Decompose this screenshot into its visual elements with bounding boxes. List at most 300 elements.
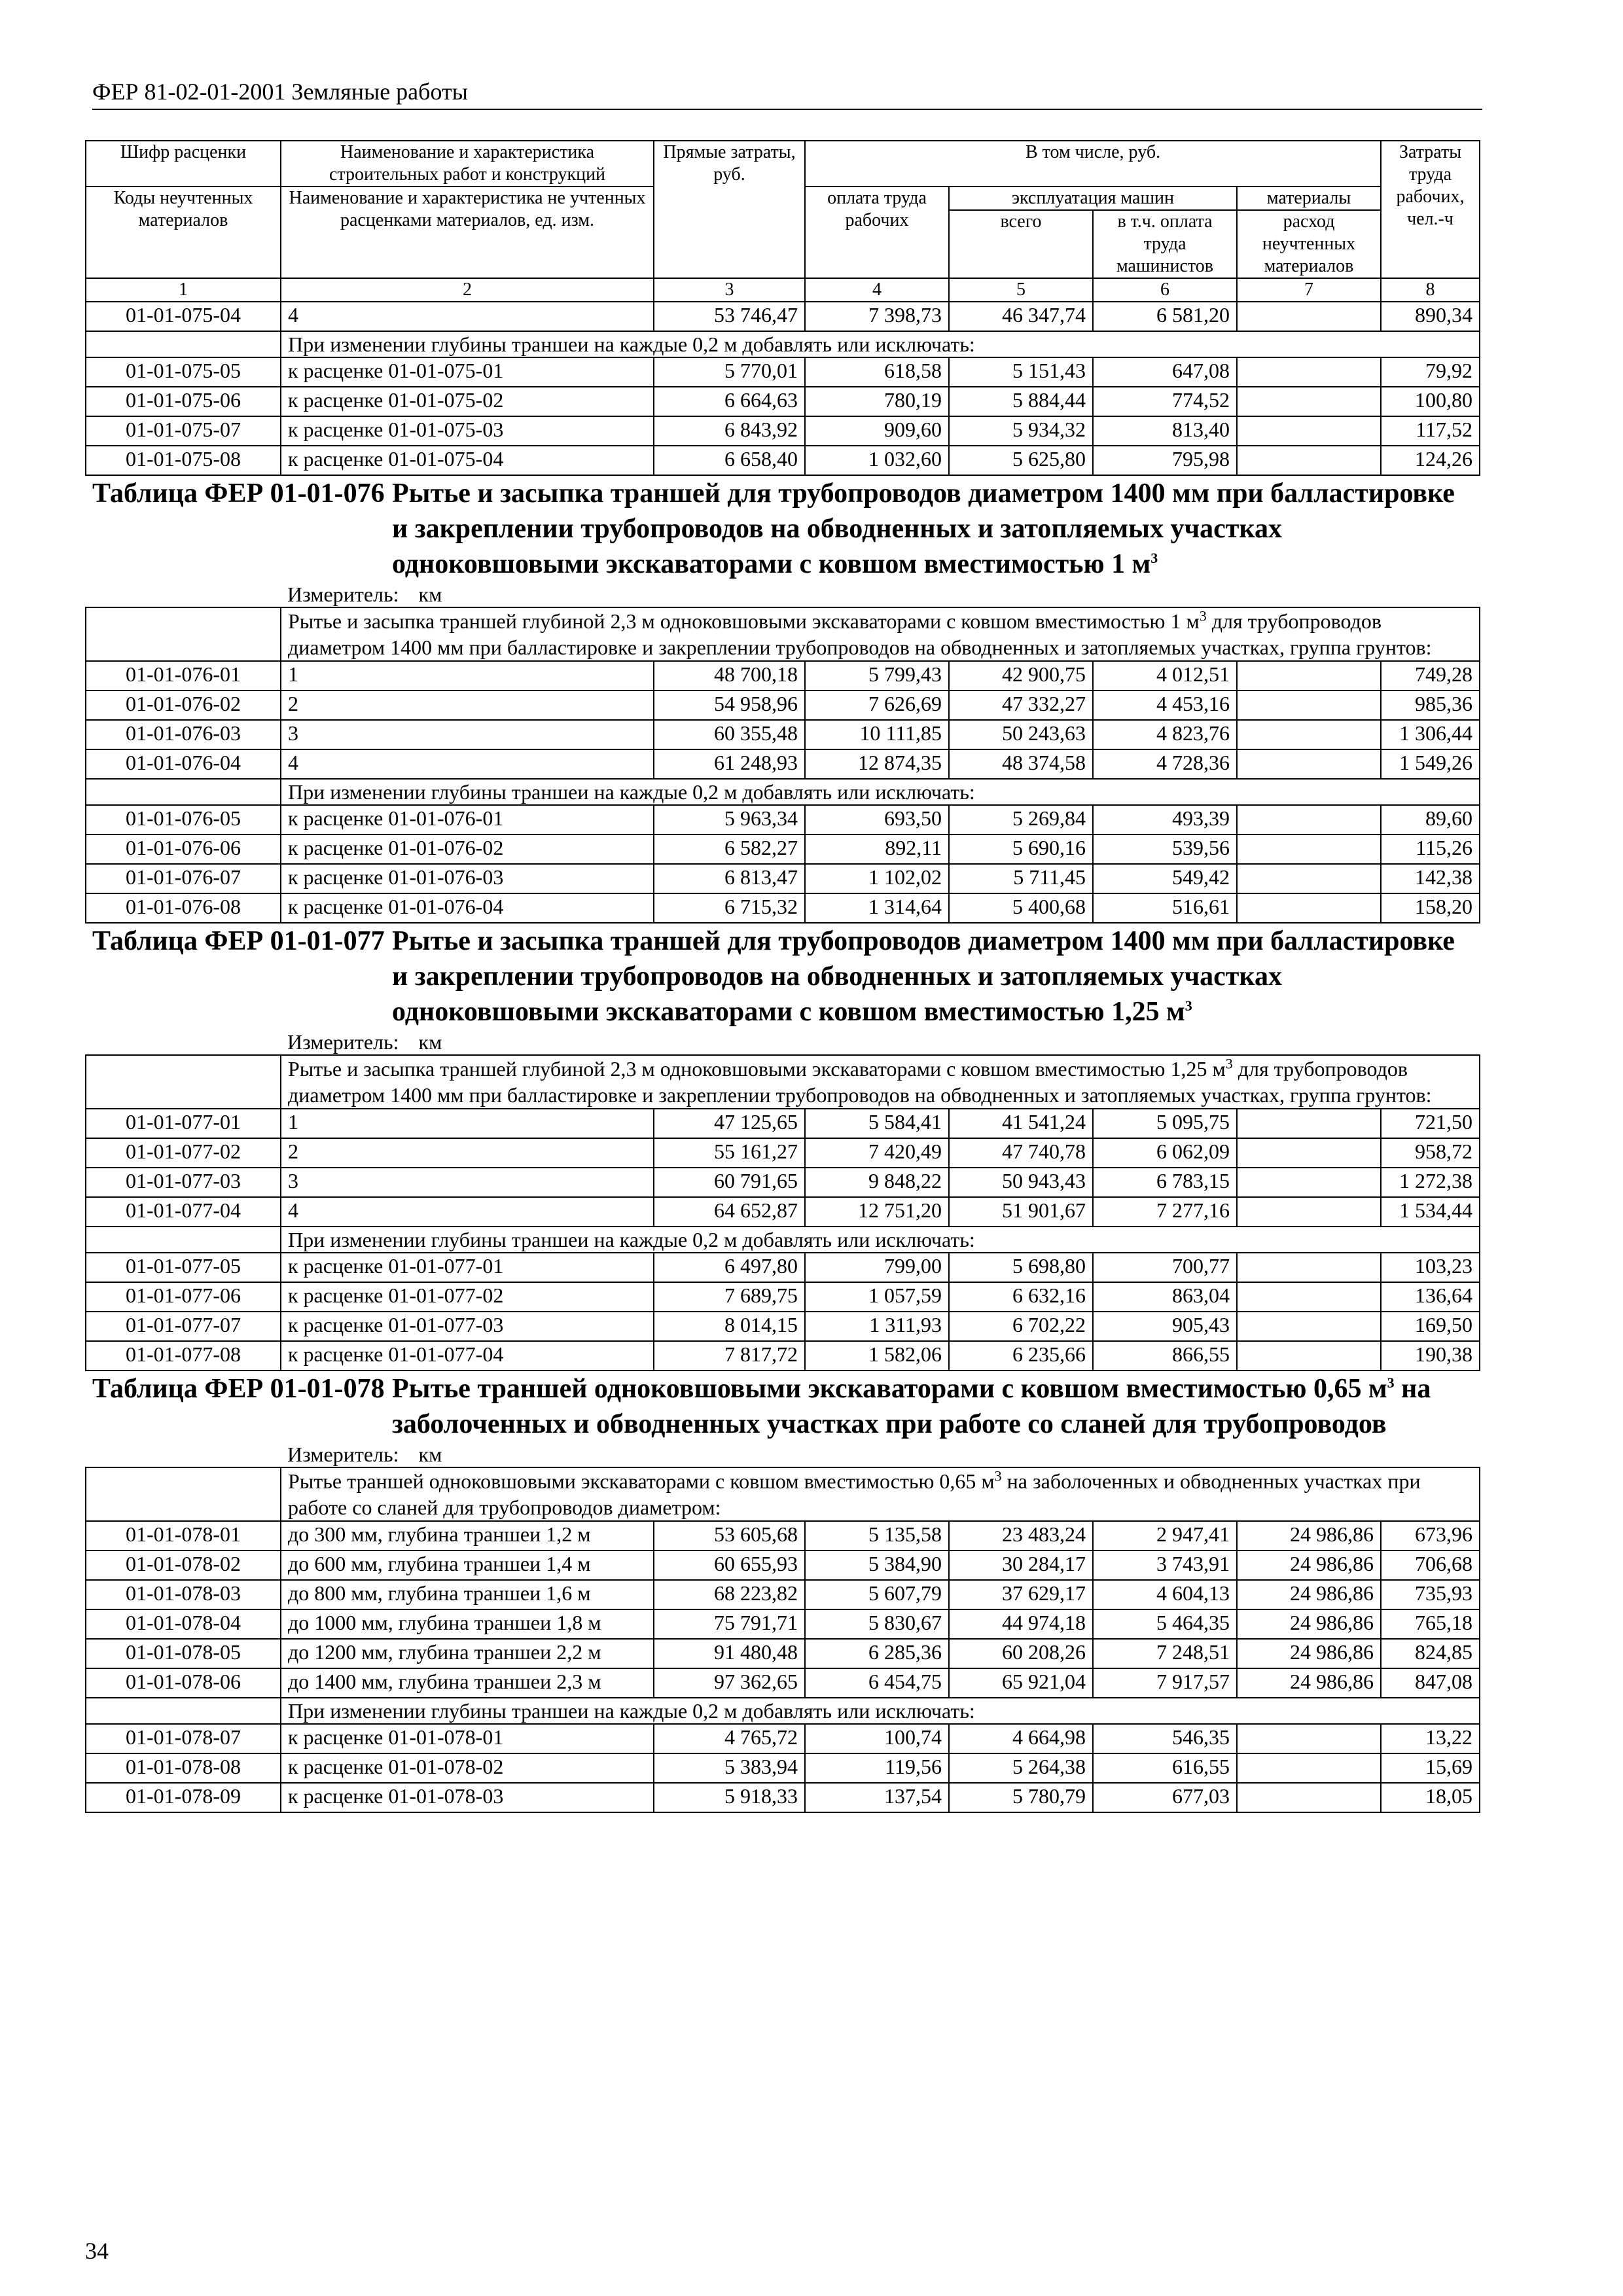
- column-numbers-row: [86, 278, 1480, 302]
- rate-value: 5 464,35: [1093, 1609, 1237, 1639]
- rate-name: к расценке 01-01-076-02: [281, 834, 654, 864]
- rate-code: 01-01-076-08: [86, 893, 281, 923]
- table-row: [86, 1551, 1480, 1580]
- description-text: Рытье траншей одноковшовыми экскаваторами с ковшом вместимостью 0,65 м: [288, 1469, 995, 1493]
- rate-value: 100,74: [805, 1724, 949, 1753]
- rate-value: 1 534,44: [1381, 1197, 1480, 1227]
- rate-value: [1237, 834, 1381, 864]
- column-number: 8: [1381, 278, 1480, 302]
- rate-value: 5 383,94: [654, 1753, 805, 1783]
- rate-name: к расценке 01-01-075-03: [281, 416, 654, 446]
- table-row: [86, 864, 1480, 893]
- description-text: Рытье и засыпка траншей глубиной 2,3 м одноковшовыми экскаваторами с ковшом вместимостью 1 м: [288, 609, 1200, 633]
- rate-value: 1 057,59: [805, 1282, 949, 1312]
- rate-value: 5 918,33: [654, 1783, 805, 1812]
- rate-value: 813,40: [1093, 416, 1237, 446]
- work-description: [281, 1467, 1480, 1521]
- rate-value: 46 347,74: [949, 302, 1093, 331]
- rate-value: 618,58: [805, 357, 949, 387]
- rate-value: 539,56: [1093, 834, 1237, 864]
- rate-value: 5 095,75: [1093, 1109, 1237, 1138]
- rate-value: 1 549,26: [1381, 749, 1480, 779]
- rate-name: до 300 мм, глубина траншеи 1,2 м: [281, 1521, 654, 1551]
- column-number: 2: [281, 278, 654, 302]
- description-text: на заболоченных и обводненных участках при работе со сланей для трубопроводов диаметром:: [288, 1469, 1421, 1519]
- rate-code: 01-01-077-07: [86, 1312, 281, 1341]
- table-row: [86, 1724, 1480, 1753]
- rate-name: 4: [281, 302, 654, 331]
- rate-value: 4 453,16: [1093, 691, 1237, 720]
- table-row: [86, 1668, 1480, 1698]
- table-row: [86, 1109, 1480, 1138]
- table-row: [86, 720, 1480, 749]
- rate-value: 97 362,65: [654, 1668, 805, 1698]
- rate-value: 6 497,80: [654, 1253, 805, 1282]
- table-title: [281, 475, 1480, 582]
- table-row: [86, 1168, 1480, 1197]
- header-row-1: [86, 141, 1480, 187]
- rate-value: [1237, 1724, 1381, 1753]
- rate-value: 1 102,02: [805, 864, 949, 893]
- rate-value: 6 582,27: [654, 834, 805, 864]
- table-row: [86, 661, 1480, 691]
- rate-name: к расценке 01-01-076-01: [281, 805, 654, 834]
- rate-value: 905,43: [1093, 1312, 1237, 1341]
- rate-code: 01-01-075-07: [86, 416, 281, 446]
- rate-value: [1237, 357, 1381, 387]
- rate-value: [1237, 1783, 1381, 1812]
- rate-value: 65 921,04: [949, 1668, 1093, 1698]
- rate-value: 7 398,73: [805, 302, 949, 331]
- rate-value: 75 791,71: [654, 1609, 805, 1639]
- rate-value: 6 658,40: [654, 446, 805, 475]
- rate-name: 4: [281, 1197, 654, 1227]
- rate-name: 2: [281, 691, 654, 720]
- rate-value: [1237, 1168, 1381, 1197]
- table-row: [86, 1783, 1480, 1812]
- description-text: Рытье и засыпка траншей глубиной 2,3 м одноковшовыми экскаваторами с ковшом вместимостью 1,25 м: [288, 1057, 1226, 1081]
- col-machines-total-header: всего: [949, 210, 1093, 278]
- rate-value: 61 248,93: [654, 749, 805, 779]
- rate-code: 01-01-078-09: [86, 1783, 281, 1812]
- including-header: В том числе, руб.: [805, 141, 1381, 187]
- rate-name: к расценке 01-01-078-02: [281, 1753, 654, 1783]
- col-labor-hours-header: Затраты труда рабочих, чел.-ч: [1381, 141, 1480, 278]
- rate-value: 795,98: [1093, 446, 1237, 475]
- rate-value: 863,04: [1093, 1282, 1237, 1312]
- rate-value: 50 943,43: [949, 1168, 1093, 1197]
- rate-value: 47 740,78: [949, 1138, 1093, 1168]
- rate-value: 958,72: [1381, 1138, 1480, 1168]
- rate-value: 18,05: [1381, 1783, 1480, 1812]
- rate-name: 2: [281, 1138, 654, 1168]
- rate-code: 01-01-078-01: [86, 1521, 281, 1551]
- table-title-text: Рытье и засыпка траншей для трубопроводов диаметром 1400 мм при балластировке и закреплении трубопроводов на обводненных и затопляемых участках одноковшовыми экскаваторами с ковшом вместимостью 1,25 м: [392, 926, 1455, 1027]
- table-row: [86, 416, 1480, 446]
- table-title-row: [86, 923, 1480, 1030]
- rate-value: 51 901,67: [949, 1197, 1093, 1227]
- rate-code: 01-01-076-06: [86, 834, 281, 864]
- rate-value: 47 332,27: [949, 691, 1093, 720]
- table-title-row: [86, 1371, 1480, 1442]
- rate-value: 30 284,17: [949, 1551, 1093, 1580]
- col-materials-unaccounted-header: расход неучтенных материалов: [1237, 210, 1381, 278]
- col-machines-operators-header: в т.ч. оплата труда машинистов: [1093, 210, 1237, 278]
- machines-header: эксплуатация машин: [949, 187, 1237, 210]
- rate-value: [1237, 1253, 1381, 1282]
- materials-header: материалы: [1237, 187, 1381, 210]
- rate-value: 706,68: [1381, 1551, 1480, 1580]
- meter-label: Измеритель:: [287, 583, 399, 606]
- rate-value: 5 690,16: [949, 834, 1093, 864]
- table-row: [86, 1138, 1480, 1168]
- rate-value: 6 702,22: [949, 1312, 1093, 1341]
- rate-code: 01-01-078-08: [86, 1753, 281, 1783]
- rate-value: 546,35: [1093, 1724, 1237, 1753]
- rate-value: 5 151,43: [949, 357, 1093, 387]
- rate-value: 616,55: [1093, 1753, 1237, 1783]
- rate-value: [1237, 864, 1381, 893]
- rate-value: 5 711,45: [949, 864, 1093, 893]
- rate-value: 53 605,68: [654, 1521, 805, 1551]
- table-title: [281, 923, 1480, 1030]
- rate-value: 5 264,38: [949, 1753, 1093, 1783]
- rate-name: к расценке 01-01-077-04: [281, 1341, 654, 1371]
- rate-value: 91 480,48: [654, 1639, 805, 1668]
- table-row: [86, 749, 1480, 779]
- rate-value: 7 817,72: [654, 1341, 805, 1371]
- table-row: [86, 1282, 1480, 1312]
- rate-code: 01-01-076-05: [86, 805, 281, 834]
- depth-note-row: [86, 779, 1480, 805]
- rate-name: до 1200 мм, глубина траншеи 2,2 м: [281, 1639, 654, 1668]
- rate-value: 5 698,80: [949, 1253, 1093, 1282]
- rate-value: 6 454,75: [805, 1668, 949, 1698]
- rate-value: 7 689,75: [654, 1282, 805, 1312]
- rate-value: 64 652,87: [654, 1197, 805, 1227]
- rate-value: 68 223,82: [654, 1580, 805, 1609]
- rate-value: 5 400,68: [949, 893, 1093, 923]
- meter-row: [86, 1030, 1480, 1055]
- rate-value: 985,36: [1381, 691, 1480, 720]
- rate-value: 60 355,48: [654, 720, 805, 749]
- rate-value: 48 700,18: [654, 661, 805, 691]
- rate-value: 1 272,38: [1381, 1168, 1480, 1197]
- rate-value: 6 581,20: [1093, 302, 1237, 331]
- rate-name: 3: [281, 1168, 654, 1197]
- rate-value: 799,00: [805, 1253, 949, 1282]
- rate-value: 142,38: [1381, 864, 1480, 893]
- rate-value: 700,77: [1093, 1253, 1237, 1282]
- table-row: [86, 446, 1480, 475]
- table-title-text: Рытье и засыпка траншей для трубопроводов диаметром 1400 мм при балластировке и закреплении трубопроводов на обводненных и затопляемых участках одноковшовыми экскаваторами с ковшом вместимостью 1 м: [392, 478, 1455, 579]
- rate-value: 5 963,34: [654, 805, 805, 834]
- depth-note: При изменении глубины траншеи на каждые 0,2 м добавлять или исключать:: [281, 331, 1480, 357]
- page-number: 34: [85, 2238, 109, 2264]
- table-row: [86, 1580, 1480, 1609]
- rate-value: 54 958,96: [654, 691, 805, 720]
- table-row: [86, 1609, 1480, 1639]
- rate-value: 780,19: [805, 387, 949, 416]
- column-number: 7: [1237, 278, 1381, 302]
- table-row: [86, 893, 1480, 923]
- rate-value: 53 746,47: [654, 302, 805, 331]
- rate-value: 765,18: [1381, 1609, 1480, 1639]
- rate-value: 24 986,86: [1237, 1580, 1381, 1609]
- rate-value: 8 014,15: [654, 1312, 805, 1341]
- rate-value: 24 986,86: [1237, 1639, 1381, 1668]
- rate-value: 1 311,93: [805, 1312, 949, 1341]
- rate-value: 4 012,51: [1093, 661, 1237, 691]
- rate-value: 47 125,65: [654, 1109, 805, 1138]
- rate-name: к расценке 01-01-077-01: [281, 1253, 654, 1282]
- meter-value: км: [418, 583, 442, 606]
- rate-name: к расценке 01-01-078-03: [281, 1783, 654, 1812]
- rate-value: 7 420,49: [805, 1138, 949, 1168]
- rate-value: 24 986,86: [1237, 1521, 1381, 1551]
- rate-code: 01-01-075-08: [86, 446, 281, 475]
- rate-value: 117,52: [1381, 416, 1480, 446]
- rate-name: 4: [281, 749, 654, 779]
- rate-value: 60 655,93: [654, 1551, 805, 1580]
- rate-value: [1237, 1753, 1381, 1783]
- rate-value: 6 813,47: [654, 864, 805, 893]
- rate-name: к расценке 01-01-075-04: [281, 446, 654, 475]
- rate-value: 24 986,86: [1237, 1551, 1381, 1580]
- rate-value: 5 269,84: [949, 805, 1093, 834]
- rate-name: к расценке 01-01-077-02: [281, 1282, 654, 1312]
- table-title-sup: 3: [1185, 997, 1192, 1014]
- col-name-header: Наименование и характеристика строительных работ и конструкций: [281, 141, 654, 187]
- column-number: 6: [1093, 278, 1237, 302]
- rate-value: 89,60: [1381, 805, 1480, 834]
- table-label: Таблица ФЕР 01-01-077: [92, 926, 385, 956]
- depth-note-row: [86, 1698, 1480, 1724]
- table-row: [86, 1521, 1480, 1551]
- rate-value: 23 483,24: [949, 1521, 1093, 1551]
- rate-value: 647,08: [1093, 357, 1237, 387]
- rate-name: до 600 мм, глубина траншеи 1,4 м: [281, 1551, 654, 1580]
- depth-note: При изменении глубины траншеи на каждые 0,2 м добавлять или исключать:: [281, 779, 1480, 805]
- rate-value: 115,26: [1381, 834, 1480, 864]
- depth-note-row: [86, 1227, 1480, 1253]
- col-materials-codes-header: Коды неучтенных материалов: [86, 187, 281, 278]
- rate-value: 5 830,67: [805, 1609, 949, 1639]
- table-row: [86, 834, 1480, 864]
- rate-value: [1237, 720, 1381, 749]
- rate-value: 6 715,32: [654, 893, 805, 923]
- rate-code: 01-01-076-03: [86, 720, 281, 749]
- rate-value: 7 248,51: [1093, 1639, 1237, 1668]
- rate-value: 24 986,86: [1237, 1668, 1381, 1698]
- rate-value: [1237, 691, 1381, 720]
- rate-value: [1237, 1312, 1381, 1341]
- meter-row: [86, 582, 1480, 607]
- rate-value: 41 541,24: [949, 1109, 1093, 1138]
- rate-code: 01-01-075-06: [86, 387, 281, 416]
- rate-value: 169,50: [1381, 1312, 1480, 1341]
- rate-value: [1237, 387, 1381, 416]
- column-number: 5: [949, 278, 1093, 302]
- empty-cell: [86, 1698, 281, 1724]
- meter-value: км: [418, 1443, 442, 1466]
- rate-code: 01-01-077-02: [86, 1138, 281, 1168]
- table-row: [86, 1753, 1480, 1783]
- rate-value: 6 235,66: [949, 1341, 1093, 1371]
- rate-name: к расценке 01-01-075-01: [281, 357, 654, 387]
- col-labor-pay-header: оплата труда рабочих: [805, 187, 949, 278]
- rate-name: к расценке 01-01-075-02: [281, 387, 654, 416]
- rate-value: 5 135,58: [805, 1521, 949, 1551]
- rate-value: 12 874,35: [805, 749, 949, 779]
- rate-value: 79,92: [1381, 357, 1480, 387]
- rate-value: [1237, 893, 1381, 923]
- rate-value: 60 791,65: [654, 1168, 805, 1197]
- table-title-text: Рытье траншей одноковшовыми экскаваторами с ковшом вместимостью 0,65 м: [392, 1374, 1387, 1404]
- rate-value: 5 934,32: [949, 416, 1093, 446]
- description-sup: 3: [1225, 1055, 1233, 1072]
- rate-value: 37 629,17: [949, 1580, 1093, 1609]
- rate-value: 124,26: [1381, 446, 1480, 475]
- rate-value: 4 823,76: [1093, 720, 1237, 749]
- rate-value: [1237, 416, 1381, 446]
- rate-code: 01-01-077-06: [86, 1282, 281, 1312]
- rates-table: [85, 140, 1480, 1813]
- description-sup: 3: [994, 1467, 1002, 1484]
- column-number: 1: [86, 278, 281, 302]
- rate-value: 5 770,01: [654, 357, 805, 387]
- rate-name: 1: [281, 661, 654, 691]
- col-materials-names-header: Наименование и характеристика не учтенных расценками материалов, ед. изм.: [281, 187, 654, 278]
- rate-value: 6 843,92: [654, 416, 805, 446]
- table-row: [86, 302, 1480, 331]
- empty-cell: [86, 1030, 281, 1055]
- meter-label: Измеритель:: [287, 1443, 399, 1466]
- empty-cell: [86, 1442, 281, 1467]
- rate-value: 1 314,64: [805, 893, 949, 923]
- rate-value: 909,60: [805, 416, 949, 446]
- table-row: [86, 1639, 1480, 1668]
- rate-value: 48 374,58: [949, 749, 1093, 779]
- rate-value: [1237, 446, 1381, 475]
- rate-value: 6 783,15: [1093, 1168, 1237, 1197]
- rate-value: [1237, 1341, 1381, 1371]
- table-row: [86, 1312, 1480, 1341]
- rate-value: 4 765,72: [654, 1724, 805, 1753]
- empty-cell: [86, 1055, 281, 1109]
- work-description: [281, 1055, 1480, 1109]
- description-row: [86, 1467, 1480, 1521]
- rate-value: 516,61: [1093, 893, 1237, 923]
- rate-value: 493,39: [1093, 805, 1237, 834]
- description-text: для трубопроводов диаметром 1400 мм при балластировке и закреплении трубопроводов на обводненных и затопляемых участках, группа грунтов:: [288, 609, 1432, 659]
- rate-code: 01-01-078-02: [86, 1551, 281, 1580]
- rate-value: 892,11: [805, 834, 949, 864]
- meter-value: км: [418, 1030, 442, 1054]
- rate-value: 13,22: [1381, 1724, 1480, 1753]
- rate-value: [1237, 302, 1381, 331]
- table-title: [281, 1371, 1480, 1442]
- rate-value: 60 208,26: [949, 1639, 1093, 1668]
- description-sup: 3: [1199, 607, 1207, 624]
- col-code-header: Шифр расценки: [86, 141, 281, 187]
- rate-value: 119,56: [805, 1753, 949, 1783]
- rate-name: до 800 мм, глубина траншеи 1,6 м: [281, 1580, 654, 1609]
- rate-code: 01-01-075-04: [86, 302, 281, 331]
- rate-value: 693,50: [805, 805, 949, 834]
- rate-value: 866,55: [1093, 1341, 1237, 1371]
- empty-cell: [86, 1467, 281, 1521]
- meter: [281, 582, 1480, 607]
- rate-value: 5 625,80: [949, 446, 1093, 475]
- table-title-text: на заболоченных и обводненных участках при работе со сланей для трубопроводов: [392, 1374, 1431, 1439]
- rate-value: 5 384,90: [805, 1551, 949, 1580]
- table-row: [86, 387, 1480, 416]
- rate-value: 1 582,06: [805, 1341, 949, 1371]
- rate-value: 549,42: [1093, 864, 1237, 893]
- rate-code: 01-01-078-04: [86, 1609, 281, 1639]
- rate-value: 12 751,20: [805, 1197, 949, 1227]
- rate-value: 9 848,22: [805, 1168, 949, 1197]
- rate-value: 10 111,85: [805, 720, 949, 749]
- rate-code: 01-01-076-07: [86, 864, 281, 893]
- table-title-sup: 3: [1387, 1374, 1395, 1391]
- table-title-sup: 3: [1150, 550, 1158, 566]
- rate-value: 4 664,98: [949, 1724, 1093, 1753]
- empty-cell: [86, 779, 281, 805]
- rate-code: 01-01-078-03: [86, 1580, 281, 1609]
- rate-value: 6 664,63: [654, 387, 805, 416]
- depth-note: При изменении глубины траншеи на каждые 0,2 м добавлять или исключать:: [281, 1227, 1480, 1253]
- running-header: ФЕР 81-02-01-2001 Земляные работы: [92, 77, 1482, 110]
- rate-code: 01-01-077-03: [86, 1168, 281, 1197]
- rate-value: 5 780,79: [949, 1783, 1093, 1812]
- rate-value: 735,93: [1381, 1580, 1480, 1609]
- col-direct-costs-header: Прямые затраты, руб.: [654, 141, 805, 278]
- rate-value: 2 947,41: [1093, 1521, 1237, 1551]
- rate-value: 44 974,18: [949, 1609, 1093, 1639]
- table-row: [86, 357, 1480, 387]
- meter: [281, 1030, 1480, 1055]
- rate-value: [1237, 1138, 1381, 1168]
- rate-code: 01-01-077-01: [86, 1109, 281, 1138]
- rate-value: [1237, 1197, 1381, 1227]
- rate-value: 137,54: [805, 1783, 949, 1812]
- rate-code: 01-01-076-04: [86, 749, 281, 779]
- rate-value: 4 604,13: [1093, 1580, 1237, 1609]
- rate-value: [1237, 749, 1381, 779]
- rate-name: к расценке 01-01-076-03: [281, 864, 654, 893]
- rate-value: 136,64: [1381, 1282, 1480, 1312]
- rate-value: 824,85: [1381, 1639, 1480, 1668]
- rate-code: 01-01-078-06: [86, 1668, 281, 1698]
- description-row: [86, 1055, 1480, 1109]
- column-number: 3: [654, 278, 805, 302]
- rate-value: 721,50: [1381, 1109, 1480, 1138]
- rate-value: 5 584,41: [805, 1109, 949, 1138]
- rate-value: 4 728,36: [1093, 749, 1237, 779]
- rate-name: к расценке 01-01-076-04: [281, 893, 654, 923]
- rate-value: 15,69: [1381, 1753, 1480, 1783]
- rate-code: 01-01-077-05: [86, 1253, 281, 1282]
- rate-value: 6 285,36: [805, 1639, 949, 1668]
- rate-code: 01-01-077-08: [86, 1341, 281, 1371]
- empty-cell: [86, 331, 281, 357]
- table-label: Таблица ФЕР 01-01-078: [92, 1374, 385, 1404]
- empty-cell: [86, 582, 281, 607]
- rate-value: 673,96: [1381, 1521, 1480, 1551]
- rate-value: 7 626,69: [805, 691, 949, 720]
